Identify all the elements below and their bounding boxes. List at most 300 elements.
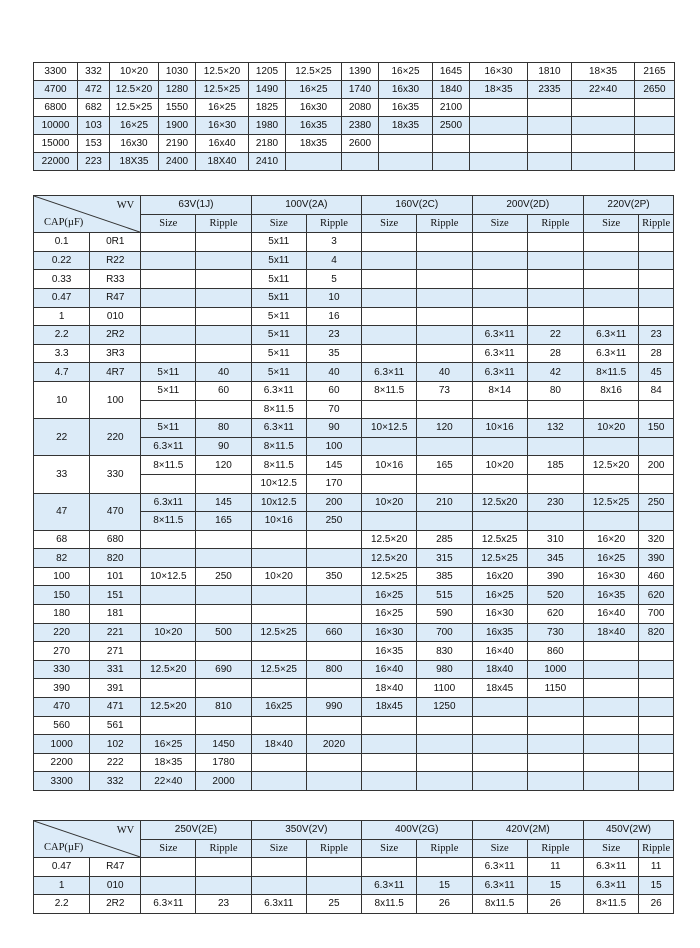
size-cell: 16×30 (584, 567, 639, 586)
ripple-cell (527, 772, 583, 791)
ripple-cell (527, 698, 583, 717)
table-row (34, 233, 674, 252)
ripple-cell: 390 (527, 567, 583, 586)
table-cell: 1900 (159, 117, 196, 135)
ripple-cell (639, 437, 674, 456)
table-cell: 153 (78, 135, 110, 153)
capacitance-cell: 470 (34, 698, 90, 717)
ripple-cell: 980 (417, 660, 472, 679)
size-cell (584, 679, 639, 698)
size-cell: 16×40 (472, 642, 527, 661)
table-cell: 1980 (249, 117, 286, 135)
ripple-cell: 3 (306, 233, 361, 252)
size-cell (141, 270, 196, 289)
table-cell: 3300 (34, 63, 78, 81)
ripple-cell (417, 772, 472, 791)
table-row (34, 493, 674, 512)
table-cell: 12.5×20 (110, 81, 159, 99)
ripple-cell: 390 (639, 549, 674, 568)
size-cell: 12.5×25 (472, 549, 527, 568)
table-cell: 16x30 (286, 99, 342, 117)
size-cell: 16×25 (141, 735, 196, 754)
table-cell: 18×35 (572, 63, 635, 81)
size-cell: 5×11 (141, 363, 196, 382)
ripple-cell: 150 (639, 419, 674, 438)
table-cell: 18×35 (470, 81, 528, 99)
ripple-cell: 690 (196, 660, 251, 679)
ripple-cell: 500 (196, 623, 251, 642)
table-row (34, 381, 674, 400)
table-row (34, 567, 674, 586)
table-cell: 2165 (635, 63, 675, 81)
capacitance-cell: 1000 (34, 735, 90, 754)
size-cell (472, 474, 527, 493)
table-cell: 16×25 (110, 117, 159, 135)
ripple-cell: 35 (306, 344, 361, 363)
size-cell: 18x45 (472, 679, 527, 698)
table-cell: 22×40 (572, 81, 635, 99)
table-cell: 4700 (34, 81, 78, 99)
size-cell (584, 698, 639, 717)
ripple-cell (306, 679, 361, 698)
ripple-cell (417, 735, 472, 754)
code-cell: 330 (90, 456, 141, 493)
size-cell: 12.5×20 (141, 698, 196, 717)
size-cell: 6.3×11 (251, 381, 306, 400)
ripple-cell: 285 (417, 530, 472, 549)
ripple-header: Ripple (306, 839, 361, 858)
table-row (34, 326, 674, 345)
capacitance-cell: 1 (34, 876, 90, 895)
ripple-cell: 800 (306, 660, 361, 679)
size-cell (362, 716, 417, 735)
size-cell (472, 400, 527, 419)
ripple-cell (639, 307, 674, 326)
size-cell (584, 307, 639, 326)
size-cell (141, 307, 196, 326)
size-cell (584, 716, 639, 735)
size-cell (141, 344, 196, 363)
size-cell (472, 512, 527, 531)
ripple-cell: 820 (639, 623, 674, 642)
capacitance-cell: 82 (34, 549, 90, 568)
ripple-cell: 26 (527, 895, 583, 914)
size-cell: 6.3×11 (141, 895, 196, 914)
table-cell (572, 99, 635, 117)
table-cell (572, 135, 635, 153)
table-cell: 16×25 (196, 99, 249, 117)
code-cell: 471 (90, 698, 141, 717)
ripple-cell: 4 (306, 251, 361, 270)
ripple-cell: 515 (417, 586, 472, 605)
size-header: Size (584, 839, 639, 858)
ripple-cell: 730 (527, 623, 583, 642)
size-cell: 16×25 (362, 586, 417, 605)
size-cell: 10×12.5 (362, 419, 417, 438)
table-cell: 2650 (635, 81, 675, 99)
size-cell (141, 642, 196, 661)
table-cell: 18x35 (379, 117, 433, 135)
ripple-cell: 1450 (196, 735, 251, 754)
ripple-cell: 120 (196, 456, 251, 475)
code-cell: 221 (90, 623, 141, 642)
capacitance-cell: 0.33 (34, 270, 90, 289)
table-cell (572, 153, 635, 171)
table-cell (528, 99, 572, 117)
code-cell: R47 (90, 288, 141, 307)
size-cell (472, 251, 527, 270)
ripple-cell: 40 (417, 363, 472, 382)
table-cell: 2500 (433, 117, 470, 135)
size-cell: 18x40 (472, 660, 527, 679)
ripple-cell: 11 (639, 858, 674, 877)
table-cell: 16x40 (196, 135, 249, 153)
size-cell: 8×11.5 (251, 456, 306, 475)
ripple-cell: 120 (417, 419, 472, 438)
code-cell: 220 (90, 419, 141, 456)
ripple-cell (196, 326, 251, 345)
ripple-cell (639, 400, 674, 419)
code-cell: 0R1 (90, 233, 141, 252)
size-cell (362, 270, 417, 289)
ripple-cell: 23 (196, 895, 251, 914)
ripple-cell (639, 512, 674, 531)
ripple-cell (527, 270, 583, 289)
ripple-cell (417, 512, 472, 531)
table-row (34, 586, 674, 605)
ripple-cell: 84 (639, 381, 674, 400)
ripple-cell (639, 698, 674, 717)
ripple-cell: 700 (639, 605, 674, 624)
size-cell (472, 735, 527, 754)
ripple-cell: 15 (417, 876, 472, 895)
capacitance-cell: 150 (34, 586, 90, 605)
size-cell: 5×11 (141, 419, 196, 438)
voltage-header: 250V(2E) (141, 821, 251, 840)
capacitance-cell: 2.2 (34, 326, 90, 345)
ripple-cell: 40 (196, 363, 251, 382)
table-cell: 22000 (34, 153, 78, 171)
table-cell: 16x30 (379, 81, 433, 99)
ripple-cell (639, 753, 674, 772)
capacitance-cell: 0.47 (34, 858, 90, 877)
size-cell (251, 530, 306, 549)
size-header: Size (472, 214, 527, 233)
size-cell: 16x35 (472, 623, 527, 642)
size-cell (362, 512, 417, 531)
ripple-cell (639, 474, 674, 493)
size-cell: 10×20 (472, 456, 527, 475)
size-cell: 10×16 (251, 512, 306, 531)
table-cell: 1740 (342, 81, 379, 99)
size-cell (584, 400, 639, 419)
ripple-cell (306, 642, 361, 661)
ripple-cell: 26 (639, 895, 674, 914)
capacitance-cell: 390 (34, 679, 90, 698)
size-cell: 10x12.5 (251, 493, 306, 512)
code-cell: 3R3 (90, 344, 141, 363)
table-row (34, 679, 674, 698)
size-cell (584, 735, 639, 754)
size-cell: 8×11.5 (251, 437, 306, 456)
ripple-cell: 2000 (196, 772, 251, 791)
table-cell: 223 (78, 153, 110, 171)
cap-label: CAP(µF) (44, 842, 84, 853)
ripple-cell (527, 251, 583, 270)
ripple-cell (196, 605, 251, 624)
size-cell: 6.3×11 (584, 344, 639, 363)
size-cell: 18×40 (251, 735, 306, 754)
ripple-cell (306, 753, 361, 772)
table-cell: 2335 (528, 81, 572, 99)
table-cell: 2600 (342, 135, 379, 153)
size-cell: 16×25 (472, 586, 527, 605)
ripple-cell: 700 (417, 623, 472, 642)
size-cell (141, 679, 196, 698)
code-cell: 101 (90, 567, 141, 586)
capacitance-cell: 100 (34, 567, 90, 586)
code-cell: 010 (90, 876, 141, 895)
ripple-cell: 165 (196, 512, 251, 531)
capacitance-cell: 33 (34, 456, 90, 493)
ripple-cell (417, 716, 472, 735)
ripple-cell (417, 344, 472, 363)
ripple-cell (639, 772, 674, 791)
table-cell: 1825 (249, 99, 286, 117)
size-cell (141, 716, 196, 735)
size-cell: 16x25 (251, 698, 306, 717)
table-cell: 103 (78, 117, 110, 135)
ripple-cell: 5 (306, 270, 361, 289)
table-cell: 16×30 (470, 63, 528, 81)
size-cell: 12.5×25 (251, 660, 306, 679)
size-cell (584, 512, 639, 531)
code-cell: 820 (90, 549, 141, 568)
table-row (34, 363, 674, 382)
table-cell (379, 153, 433, 171)
size-cell (584, 660, 639, 679)
ripple-cell (196, 474, 251, 493)
ripple-cell (639, 233, 674, 252)
ripple-cell: 90 (306, 419, 361, 438)
size-cell (141, 288, 196, 307)
ripple-cell: 520 (527, 586, 583, 605)
capacitance-cell: 270 (34, 642, 90, 661)
ripple-cell: 230 (527, 493, 583, 512)
size-cell: 5x11 (251, 251, 306, 270)
header-diagonal-cell (34, 196, 141, 233)
ripple-cell (527, 400, 583, 419)
code-cell: 470 (90, 493, 141, 530)
ripple-cell (196, 549, 251, 568)
size-cell (251, 642, 306, 661)
table-cell (528, 117, 572, 135)
size-cell (472, 437, 527, 456)
ripple-cell (417, 288, 472, 307)
ripple-cell: 23 (306, 326, 361, 345)
ripple-cell: 170 (306, 474, 361, 493)
ripple-cell: 1100 (417, 679, 472, 698)
size-cell (472, 307, 527, 326)
code-cell: 271 (90, 642, 141, 661)
size-cell (141, 605, 196, 624)
ripple-cell: 590 (417, 605, 472, 624)
size-cell (584, 753, 639, 772)
capacitance-cell: 2200 (34, 753, 90, 772)
size-cell (472, 772, 527, 791)
capacitance-cell: 180 (34, 605, 90, 624)
table-cell: 1810 (528, 63, 572, 81)
table-cell: 2180 (249, 135, 286, 153)
size-cell (584, 437, 639, 456)
size-cell: 8×11.5 (584, 363, 639, 382)
ripple-header: Ripple (639, 839, 674, 858)
table-cell (572, 117, 635, 135)
ripple-cell: 620 (527, 605, 583, 624)
size-cell (141, 876, 196, 895)
code-cell: 561 (90, 716, 141, 735)
size-cell: 8x11.5 (362, 895, 417, 914)
table-cell: 10×20 (110, 63, 159, 81)
table-row (34, 153, 675, 171)
ripple-cell: 1250 (417, 698, 472, 717)
code-cell: 332 (90, 772, 141, 791)
size-cell: 10×12.5 (141, 567, 196, 586)
ripple-cell: 185 (527, 456, 583, 475)
table-cell (635, 117, 675, 135)
size-cell: 5x11 (251, 233, 306, 252)
ripple-header: Ripple (306, 214, 361, 233)
cap-label: CAP(µF) (44, 217, 84, 229)
table-cell: 1280 (159, 81, 196, 99)
mid-capacitor-table (33, 195, 674, 791)
table-cell: 1840 (433, 81, 470, 99)
size-cell: 16×20 (584, 530, 639, 549)
table-row (34, 270, 674, 289)
ripple-header: Ripple (527, 214, 583, 233)
size-cell: 6.3×11 (472, 858, 527, 877)
table-row (34, 660, 674, 679)
size-cell (362, 735, 417, 754)
bottom-capacitor-table (33, 820, 674, 914)
ripple-cell: 165 (417, 456, 472, 475)
size-cell: 10×20 (251, 567, 306, 586)
ripple-cell: 200 (306, 493, 361, 512)
size-cell (362, 307, 417, 326)
size-cell: 10×20 (584, 419, 639, 438)
code-cell: 010 (90, 307, 141, 326)
ripple-cell: 25 (306, 895, 361, 914)
table-cell (286, 153, 342, 171)
table-row (34, 135, 675, 153)
code-cell: 2R2 (90, 895, 141, 914)
table-row (34, 716, 674, 735)
table-cell (470, 153, 528, 171)
wv-label: WV (116, 200, 135, 211)
ripple-cell: 26 (417, 895, 472, 914)
size-cell (251, 549, 306, 568)
capacitance-cell: 4.7 (34, 363, 90, 382)
table-cell: 16x35 (379, 99, 433, 117)
size-cell: 8×11.5 (362, 381, 417, 400)
size-header: Size (251, 839, 306, 858)
capacitance-cell: 3300 (34, 772, 90, 791)
size-cell: 18×40 (362, 679, 417, 698)
ripple-cell: 145 (196, 493, 251, 512)
ripple-cell: 90 (196, 437, 251, 456)
size-cell (251, 586, 306, 605)
ripple-cell (306, 858, 361, 877)
table-cell (470, 99, 528, 117)
capacitance-cell: 330 (34, 660, 90, 679)
capacitance-cell: 1 (34, 307, 90, 326)
code-cell: 102 (90, 735, 141, 754)
size-cell (584, 270, 639, 289)
wv-label: WV (116, 825, 135, 836)
size-cell (362, 858, 417, 877)
code-cell: 181 (90, 605, 141, 624)
ripple-cell (527, 753, 583, 772)
ripple-cell: 16 (306, 307, 361, 326)
ripple-cell: 132 (527, 419, 583, 438)
table-cell: 2410 (249, 153, 286, 171)
ripple-header: Ripple (417, 839, 472, 858)
size-cell: 16×35 (584, 586, 639, 605)
size-cell: 8×11.5 (141, 456, 196, 475)
table-cell: 1390 (342, 63, 379, 81)
table-cell: 12.5×25 (286, 63, 342, 81)
size-cell (472, 270, 527, 289)
ripple-cell: 460 (639, 567, 674, 586)
ripple-cell: 250 (306, 512, 361, 531)
voltage-header: 400V(2G) (362, 821, 472, 840)
size-cell (362, 288, 417, 307)
ripple-cell: 80 (196, 419, 251, 438)
table-cell: 2380 (342, 117, 379, 135)
size-cell (141, 586, 196, 605)
size-cell: 6.3×11 (472, 326, 527, 345)
ripple-cell: 200 (639, 456, 674, 475)
size-cell: 16x20 (472, 567, 527, 586)
table-row (34, 99, 675, 117)
ripple-cell: 28 (527, 344, 583, 363)
ripple-cell: 310 (527, 530, 583, 549)
ripple-cell: 70 (306, 400, 361, 419)
ripple-cell (306, 876, 361, 895)
table-row (34, 772, 674, 791)
table-row (34, 623, 674, 642)
size-cell (251, 679, 306, 698)
table-row (34, 605, 674, 624)
table-cell: 12.5×20 (196, 63, 249, 81)
ripple-cell: 45 (639, 363, 674, 382)
table-cell (635, 135, 675, 153)
table-cell (528, 153, 572, 171)
ripple-cell (196, 251, 251, 270)
size-cell (141, 549, 196, 568)
ripple-cell: 15 (527, 876, 583, 895)
voltage-header: 160V(2C) (362, 196, 472, 215)
ripple-cell (306, 549, 361, 568)
table-cell: 10000 (34, 117, 78, 135)
size-cell (251, 605, 306, 624)
table-row (34, 876, 674, 895)
ripple-cell (639, 716, 674, 735)
size-cell (141, 530, 196, 549)
size-cell (362, 437, 417, 456)
ripple-cell (196, 876, 251, 895)
ripple-header: Ripple (639, 214, 674, 233)
